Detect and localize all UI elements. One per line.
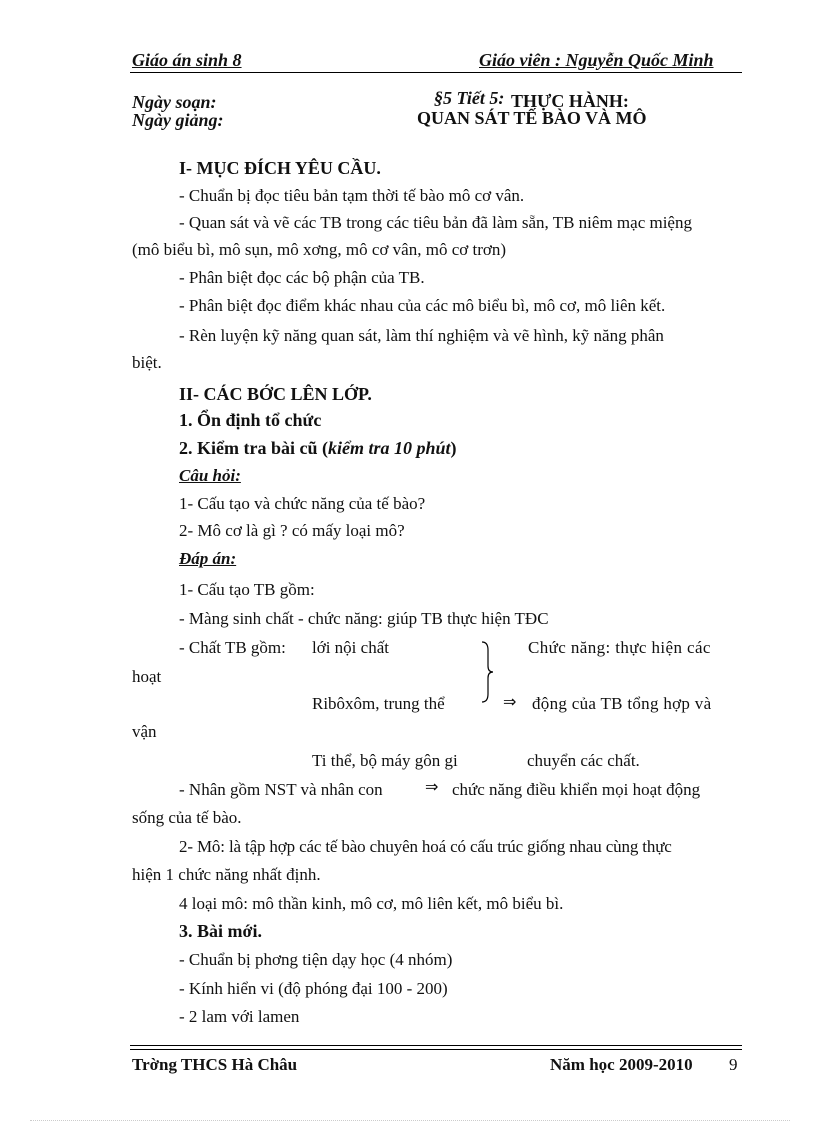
footer-rule: [130, 1045, 742, 1046]
answer-cell: vận: [132, 722, 157, 741]
answer-cell: Ribôxôm, trung thể: [312, 694, 445, 713]
section1-line: - Quan sát và vẽ các TB trong các tiêu bản đã làm sẵn, TB niêm mạc miệng: [179, 213, 692, 232]
arrow-right-icon: ⇒: [503, 692, 517, 711]
page-edge-dots: [30, 1120, 790, 1121]
footer-school: Trờng THCS Hà Châu: [132, 1055, 298, 1074]
answer-cell: động của TB tổng hợp và: [532, 694, 712, 713]
footer-year: Năm học 2009-2010: [550, 1055, 693, 1074]
section2-sub2: 2. Kiểm tra bài cũ (kiểm tra 10 phút): [179, 438, 457, 458]
answer-cell-label: - Chất TB gồm:: [179, 638, 286, 657]
section2-heading: II- CÁC BỚC LÊN LỚP.: [179, 384, 372, 404]
section1-heading: I- MỤC ĐÍCH YÊU CẦU.: [179, 158, 381, 178]
lesson-prefix: §5 Tiết 5:: [434, 88, 505, 108]
lesson-title-1: THỰC HÀNH:: [511, 91, 629, 111]
answer-line: - Màng sinh chất - chức năng: giúp TB thực hiện TĐC: [179, 609, 549, 628]
lesson-title-2: QUAN SÁT TẾ BÀO VÀ MÔ: [417, 108, 647, 128]
answer-cell: chuyển các chất.: [527, 751, 640, 770]
answer-cell: Chức năng: thực hiện các: [528, 638, 711, 657]
answer-line: 2- Mô: là tập hợp các tế bào chuyên hoá có cấu trúc giống nhau cùng thực: [179, 837, 672, 856]
ngay-giang: Ngày giảng:: [132, 110, 224, 130]
section1-line: - Chuẩn bị đọc tiêu bản tạm thời tế bào mô cơ vân.: [179, 186, 525, 205]
dap-an-label: Đáp án:: [179, 549, 237, 568]
arrow-right-icon: ⇒: [425, 777, 439, 796]
header-rule: [130, 72, 742, 73]
answer-line: hiện 1 chức năng nhất định.: [132, 865, 321, 884]
answer-line: sống của tế bào.: [132, 808, 242, 827]
section3-heading: 3. Bài mới.: [179, 921, 262, 941]
page-number: 9: [729, 1055, 738, 1074]
answer-line: - Nhân gồm NST và nhân con: [179, 780, 383, 799]
answer-line: 4 loại mô: mô thần kinh, mô cơ, mô liên kết, mô biểu bì.: [179, 894, 564, 913]
section2-sub1: 1. Ổn định tổ chức: [179, 410, 322, 430]
footer-rule: [130, 1049, 742, 1050]
section3-line: - 2 lam với lamen: [179, 1007, 300, 1026]
section1-line: - Phân biệt đọc các bộ phận của TB.: [179, 268, 425, 287]
question: 2- Mô cơ là gì ? có mấy loại mô?: [179, 521, 405, 540]
answer-cell: Ti thể, bộ máy gôn gi: [312, 751, 458, 770]
answer-cell: hoạt: [132, 667, 162, 686]
question: 1- Cấu tạo và chức năng của tế bào?: [179, 494, 426, 513]
header-left: Giáo án sinh 8: [132, 50, 242, 70]
section1-line: - Phân biệt đọc điểm khác nhau của các mô biểu bì, mô cơ, mô liên kết.: [179, 296, 666, 315]
section1-line: (mô biểu bì, mô sụn, mô xơng, mô cơ vân, mô cơ trơn): [132, 240, 507, 259]
section1-line: biệt.: [132, 353, 162, 372]
section3-line: - Kính hiển vi (độ phóng đại 100 - 200): [179, 979, 448, 998]
section3-line: - Chuẩn bị phơng tiện dạy học (4 nhóm): [179, 950, 453, 969]
header-right: Giáo viên : Nguyễn Quốc Minh: [479, 50, 714, 70]
answer-line: 1- Cấu tạo TB gồm:: [179, 580, 315, 599]
cau-hoi-label: Câu hỏi:: [179, 466, 241, 485]
ngay-soan: Ngày soạn:: [132, 92, 217, 112]
section1-line: - Rèn luyện kỹ năng quan sát, làm thí nghiệm và vẽ hình, kỹ năng phân: [179, 326, 664, 345]
answer-cell: lới nội chất: [312, 638, 389, 657]
brace-icon: [480, 640, 494, 704]
answer-line: chức năng điều khiển mọi hoạt động: [452, 780, 701, 799]
